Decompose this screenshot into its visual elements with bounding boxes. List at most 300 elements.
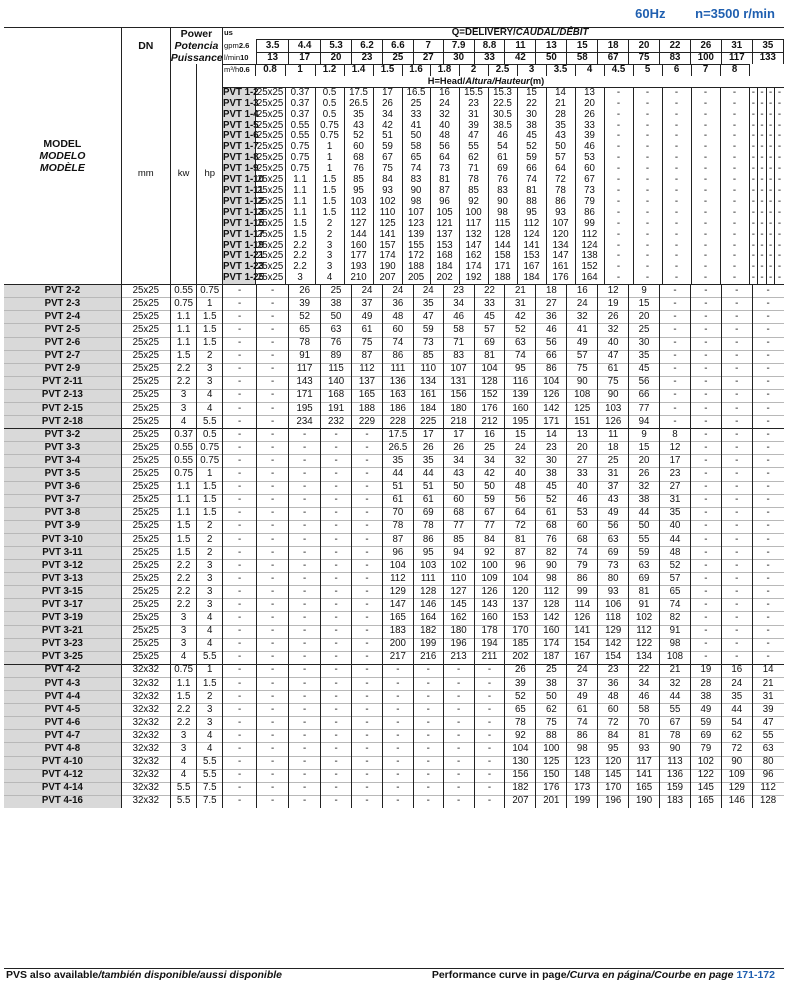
head-value-cell: -	[321, 573, 352, 586]
table-row	[4, 520, 784, 533]
gpm-unit: gpm	[224, 40, 239, 50]
head-value-cell: 134	[629, 651, 660, 664]
head-value-cell: 80	[598, 573, 629, 586]
table-row	[4, 311, 784, 324]
head-value-cell: -	[721, 389, 752, 402]
lmin-value: 30	[443, 52, 474, 64]
head-value-cell: -	[690, 573, 721, 586]
hp-cell: 5.5	[197, 416, 223, 429]
head-value-cell: 160	[474, 612, 505, 625]
head-value-cell: 54	[721, 717, 752, 730]
head-value-cell: 103	[344, 197, 373, 208]
head-value-cell: 225	[413, 416, 443, 429]
head-value-cell: 26	[598, 311, 629, 324]
head-value-cell: -	[474, 704, 505, 717]
dn-cell: 25x25	[121, 573, 170, 586]
head-value-cell: 178	[474, 625, 505, 638]
head-value-cell: 55	[752, 730, 783, 743]
head-value-cell: -	[752, 468, 783, 481]
head-value-cell: 62	[536, 704, 567, 717]
head-value-cell: 99	[575, 219, 604, 230]
head-value-cell: 158	[488, 251, 517, 262]
head-value-cell: 26	[575, 110, 604, 121]
head-value-cell: 46	[567, 494, 598, 507]
head-value-cell: 25	[321, 285, 352, 298]
head-value-cell: 68	[567, 533, 598, 546]
m3h-value: 2	[459, 65, 488, 76]
head-value-cell: 83	[402, 175, 430, 186]
head-value-cell: 68	[536, 520, 567, 533]
dn-cell: 25x25	[121, 285, 170, 298]
dn-cell: 25x25	[256, 108, 284, 120]
lmin-value: 23	[352, 52, 383, 64]
head-value-cell: 143	[289, 376, 321, 389]
head-value-cell: 109	[721, 769, 752, 782]
head-value-cell: 86	[567, 573, 598, 586]
head-value-cell: 59	[690, 717, 721, 730]
head-value-cell: 40	[660, 520, 691, 533]
head-value-cell: -	[604, 131, 633, 142]
head-value-cell: 80	[752, 756, 783, 769]
head-value-cell: -	[766, 251, 775, 262]
dn-cell: 25x25	[121, 494, 170, 507]
model-cell: PVT 1-11	[223, 184, 264, 196]
head-value-cell: -	[660, 311, 691, 324]
m3h-value: 6	[662, 65, 691, 76]
head-value-cell: 73	[598, 560, 629, 573]
lmin-value: 20	[321, 52, 352, 64]
head-value-cell: -	[752, 599, 783, 612]
head-value-cell: -	[257, 402, 289, 415]
head-value-cell: -	[633, 273, 662, 284]
table-row	[4, 416, 784, 429]
head-value-cell: 153	[505, 612, 536, 625]
head-value-cell: -	[691, 87, 720, 98]
head-value-cell: -	[749, 164, 758, 175]
head-value-cell: 142	[536, 612, 567, 625]
head-value-cell: -	[321, 481, 352, 494]
head-value-cell: 14	[536, 429, 567, 442]
model-cell: PVT 3-3	[4, 442, 121, 455]
hp-cell: 3	[315, 241, 344, 252]
head-value-cell: 82	[660, 612, 691, 625]
hp-cell: 0.75	[197, 455, 223, 468]
kw-cell: 4	[170, 769, 197, 782]
table-row	[4, 337, 784, 350]
hp-cell: 3	[197, 363, 223, 376]
head-value-cell: -	[443, 691, 474, 704]
head-value-cell: -	[633, 110, 662, 121]
m3h-value: 1.4	[344, 65, 373, 76]
dn-cell: 32x32	[121, 782, 170, 795]
dn-cell: 25x25	[256, 130, 284, 142]
head-value-cell: 44	[413, 468, 443, 481]
head-value-cell: -	[721, 337, 752, 350]
head-value-cell: 92	[459, 197, 488, 208]
head-value-cell: 129	[382, 586, 413, 599]
head-value-cell: -	[382, 769, 413, 782]
head-value-cell: 66	[629, 389, 660, 402]
table-row	[4, 795, 784, 808]
head-value-cell: -	[474, 782, 505, 795]
head-value-cell: -	[223, 704, 257, 717]
lmin-value: 50	[536, 52, 567, 64]
head-value-cell: 16	[430, 87, 459, 98]
head-value-cell: -	[352, 782, 383, 795]
gpm-value: 22	[660, 40, 691, 52]
head-value-cell: -	[257, 677, 289, 690]
model-cell: PVT 2-9	[4, 363, 121, 376]
hp-cell: 4	[197, 638, 223, 651]
kw-cell: 5.5	[170, 782, 197, 795]
lmin-value: 27	[413, 52, 443, 64]
head-value-cell: 75	[536, 717, 567, 730]
head-value-cell: 88	[536, 730, 567, 743]
head-value-cell: 75	[352, 337, 383, 350]
dn-cell: 25x25	[121, 481, 170, 494]
head-value-cell: 38	[629, 494, 660, 507]
head-value-cell: 60	[382, 324, 413, 337]
head-value-cell: -	[691, 110, 720, 121]
kw-cell: 1.5	[170, 547, 197, 560]
head-value-cell: 56	[629, 376, 660, 389]
head-value-cell: 34	[373, 110, 402, 121]
head-value-cell: 39	[459, 121, 488, 132]
head-value-cell: -	[662, 251, 691, 262]
head-value-cell: -	[775, 153, 784, 164]
head-value-cell: 81	[629, 730, 660, 743]
gpm-value: 11	[505, 40, 536, 52]
head-value-cell: 59	[474, 494, 505, 507]
head-value-cell: 106	[598, 599, 629, 612]
head-value-cell: 205	[402, 273, 430, 284]
head-value-cell: -	[775, 131, 784, 142]
model-cell: PVT 2-6	[4, 337, 121, 350]
head-value-cell: -	[690, 547, 721, 560]
head-value-cell: 38.5	[488, 121, 517, 132]
us-label: us	[224, 28, 233, 38]
head-value-cell: 44	[721, 704, 752, 717]
head-value-cell: 74	[402, 164, 430, 175]
head-value-cell: 86	[546, 197, 575, 208]
hp-cell: 3	[315, 262, 344, 273]
head-value-cell: 139	[505, 389, 536, 402]
head-value-cell: -	[352, 730, 383, 743]
head-value-cell: -	[662, 164, 691, 175]
head-value-cell: 30	[517, 110, 546, 121]
head-value-cell: -	[633, 197, 662, 208]
head-value-cell: 156	[443, 389, 474, 402]
model-label-es: MODELO	[39, 150, 86, 163]
head-value-cell: 55	[459, 142, 488, 153]
head-value-cell: -	[413, 743, 443, 756]
head-value-cell: -	[766, 273, 775, 284]
head-value-cell: -	[752, 402, 783, 415]
table-row	[4, 363, 784, 376]
head-value-cell: 90	[598, 389, 629, 402]
head-value-cell: 136	[660, 769, 691, 782]
head-value-cell: 68	[443, 507, 474, 520]
head-value-cell: -	[775, 121, 784, 132]
head-value-cell: -	[352, 769, 383, 782]
head-value-cell: -	[758, 251, 767, 262]
head-value-cell: -	[758, 197, 767, 208]
head-value-cell: 60	[443, 494, 474, 507]
head-value-cell: -	[720, 110, 749, 121]
model-cell: PVT 2-11	[4, 376, 121, 389]
head-value-cell: 22	[474, 285, 505, 298]
head-value-cell: 64	[546, 164, 575, 175]
head-value-cell: -	[382, 782, 413, 795]
power-label: Power	[180, 28, 213, 40]
head-value-cell: -	[321, 533, 352, 546]
head-value-cell: 112	[382, 573, 413, 586]
model-cell: PVT 4-2	[4, 664, 121, 677]
kw-cell: 3	[170, 612, 197, 625]
head-value-cell: 147	[459, 241, 488, 252]
head-value-cell: 67	[575, 175, 604, 186]
head-value-cell: 72	[598, 717, 629, 730]
model-cell: PVT 3-4	[4, 455, 121, 468]
kw-cell: 2.2	[285, 262, 315, 273]
head-value-cell: -	[660, 376, 691, 389]
head-value-cell: 125	[373, 219, 402, 230]
table-row	[4, 402, 784, 415]
head-value-cell: -	[752, 376, 783, 389]
head-value-cell: 111	[382, 363, 413, 376]
lmin-value: 10	[240, 52, 249, 62]
model-cell: PVT 4-4	[4, 691, 121, 704]
head-value-cell: 163	[382, 389, 413, 402]
head-value-cell: 60	[575, 164, 604, 175]
head-value-cell: -	[321, 677, 352, 690]
head-value-cell: 122	[690, 769, 721, 782]
head-value-cell: -	[257, 756, 289, 769]
head-value-cell: 234	[289, 416, 321, 429]
head-value-cell: 191	[321, 402, 352, 415]
head-value-cell: -	[257, 520, 289, 533]
head-value-cell: -	[321, 795, 352, 808]
group-pvt1	[4, 285, 784, 429]
model-cell: PVT 3-11	[4, 547, 121, 560]
head-value-cell: -	[721, 350, 752, 363]
head-value-cell: -	[223, 533, 257, 546]
dn-cell: 25x25	[256, 217, 284, 229]
gpm-value: 18	[598, 40, 629, 52]
head-value-cell: 186	[382, 402, 413, 415]
head-value-cell: -	[752, 533, 783, 546]
model-cell: PVT 1-25	[223, 272, 264, 284]
head-value-cell: 187	[536, 651, 567, 664]
head-value-cell: 38	[321, 298, 352, 311]
head-value-cell: 185	[505, 638, 536, 651]
power-label-es: Potencia	[174, 40, 219, 52]
gpm-value: 35	[752, 40, 783, 52]
head-value-cell: 56	[598, 520, 629, 533]
hp-cell: 1.5	[315, 208, 344, 219]
hp-cell: 1	[197, 298, 223, 311]
head-value-cell: 88	[517, 197, 546, 208]
head-value-cell: -	[321, 612, 352, 625]
head-value-cell: -	[443, 677, 474, 690]
kw-cell: 0.75	[170, 298, 197, 311]
head-value-cell: 57	[546, 153, 575, 164]
hp-cell: 1.5	[197, 507, 223, 520]
head-value-cell: 162	[443, 612, 474, 625]
head-value-cell: -	[474, 769, 505, 782]
head-value-cell: 78	[505, 717, 536, 730]
head-value-cell: -	[775, 273, 784, 284]
model-cell: PVT 4-5	[4, 704, 121, 717]
hp-cell: 1	[197, 468, 223, 481]
head-value-cell: 52	[344, 131, 373, 142]
head-value-cell: -	[223, 769, 257, 782]
kw-cell: 1.1	[285, 208, 315, 219]
lmin-value: 33	[474, 52, 505, 64]
head-value-cell: 43	[443, 468, 474, 481]
table-row	[223, 273, 783, 284]
head-value-cell: 50	[402, 131, 430, 142]
head-value-cell: -	[321, 651, 352, 664]
head-value-cell: 199	[567, 795, 598, 808]
head-value-cell: 36	[536, 311, 567, 324]
m3h-value: 5	[633, 65, 662, 76]
head-value-cell: -	[321, 442, 352, 455]
head-value-cell: 23	[598, 664, 629, 677]
head-value-cell: -	[289, 717, 321, 730]
footer-pages-link[interactable]: 171-172	[736, 969, 775, 981]
model-cell: PVT 1-23	[223, 261, 264, 273]
head-value-cell: 41	[402, 121, 430, 132]
head-value-cell: 83	[488, 186, 517, 197]
head-value-cell: 51	[382, 481, 413, 494]
gpm-value: 7	[413, 40, 443, 52]
head-value-cell: 182	[413, 625, 443, 638]
head-value-cell: -	[662, 262, 691, 273]
head-value-cell: 145	[598, 769, 629, 782]
head-value-cell: 99	[567, 586, 598, 599]
head-value-cell: -	[690, 429, 721, 442]
table-row	[4, 285, 784, 298]
head-value-cell: 167	[567, 651, 598, 664]
head-value-cell: 38	[536, 677, 567, 690]
head-value-cell: 21	[546, 99, 575, 110]
model-cell: PVT 3-9	[4, 520, 121, 533]
head-value-cell: 155	[402, 241, 430, 252]
head-value-cell: -	[223, 416, 257, 429]
head-value-cell: -	[720, 241, 749, 252]
head-value-cell: -	[721, 507, 752, 520]
model-cell: PVT 1-2	[223, 86, 259, 98]
head-value-cell: -	[257, 324, 289, 337]
head-value-cell: -	[720, 87, 749, 98]
hp-cell: 1	[315, 153, 344, 164]
dn-cell: 25x25	[121, 442, 170, 455]
head-value-cell: 87	[382, 533, 413, 546]
model-cell: PVT 3-6	[4, 481, 121, 494]
head-value-cell: 20	[629, 455, 660, 468]
head-value-cell: 13	[575, 87, 604, 98]
table-row	[4, 481, 784, 494]
head-value-cell: 71	[443, 337, 474, 350]
gpm-value: 20	[629, 40, 660, 52]
head-value-cell: -	[413, 756, 443, 769]
head-value-cell: 128	[413, 586, 443, 599]
head-value-cell: 76	[536, 533, 567, 546]
dn-cell: 25x25	[256, 174, 284, 186]
head-value-cell: 210	[344, 273, 373, 284]
head-value-cell: 32	[430, 110, 459, 121]
head-value-cell: 18	[536, 285, 567, 298]
head-value-cell: 47	[459, 131, 488, 142]
head-value-cell: -	[766, 230, 775, 241]
table-row	[4, 625, 784, 638]
kw-cell: 0.55	[170, 442, 197, 455]
head-value-cell: 35	[629, 350, 660, 363]
head-value-cell: -	[690, 625, 721, 638]
model-cell: PVT 1-21	[223, 250, 264, 262]
model-cell: PVT 2-3	[4, 298, 121, 311]
head-value-cell: 69	[413, 507, 443, 520]
head-value-cell: -	[633, 208, 662, 219]
head-value-cell: 124	[517, 230, 546, 241]
head-value-cell: 129	[598, 625, 629, 638]
dn-cell: 25x25	[256, 228, 284, 240]
m3h-value: 2.5	[488, 65, 517, 76]
head-value-cell: -	[752, 651, 783, 664]
head-value-cell: -	[720, 131, 749, 142]
delivery-label-it: CAUDAL/DÉBIT	[515, 27, 589, 39]
head-value-cell: 95	[517, 208, 546, 219]
model-label-fr: MODÈLE	[39, 162, 85, 175]
head-value-cell: -	[775, 208, 784, 219]
head-value-cell: 48	[598, 691, 629, 704]
head-value-cell: 104	[474, 363, 505, 376]
head-value-cell: 58	[629, 704, 660, 717]
head-value-cell: -	[223, 507, 257, 520]
head-value-cell: -	[223, 691, 257, 704]
head-value-cell: 190	[373, 262, 402, 273]
head-value-cell: 26	[289, 285, 321, 298]
head-value-cell: 48	[430, 131, 459, 142]
head-value-cell: 63	[598, 533, 629, 546]
frequency-label: 60Hz	[635, 6, 666, 21]
head-value-cell: 20	[567, 442, 598, 455]
head-value-cell: -	[690, 442, 721, 455]
lmin-value: 75	[629, 52, 660, 64]
model-cell: PVT 4-3	[4, 677, 121, 690]
head-value-cell: 26.5	[382, 442, 413, 455]
head-value-cell: -	[758, 230, 767, 241]
head-value-cell: 85	[413, 350, 443, 363]
head-value-cell: 25	[629, 324, 660, 337]
head-value-cell: -	[690, 638, 721, 651]
head-value-cell: -	[257, 795, 289, 808]
head-value-cell: 110	[373, 208, 402, 219]
head-value-cell: 67	[660, 717, 691, 730]
head-value-cell: 90	[488, 197, 517, 208]
head-value-cell: 127	[443, 586, 474, 599]
head-value-cell: -	[691, 230, 720, 241]
head-value-cell: 81	[474, 350, 505, 363]
head-value-cell: -	[775, 186, 784, 197]
gpm-value: 31	[721, 40, 752, 52]
head-value-cell: 50	[546, 142, 575, 153]
m3h-value: 8	[720, 65, 749, 76]
head-value-cell: -	[660, 285, 691, 298]
head-value-cell: 26.5	[344, 99, 373, 110]
head-value-cell: 17	[443, 429, 474, 442]
